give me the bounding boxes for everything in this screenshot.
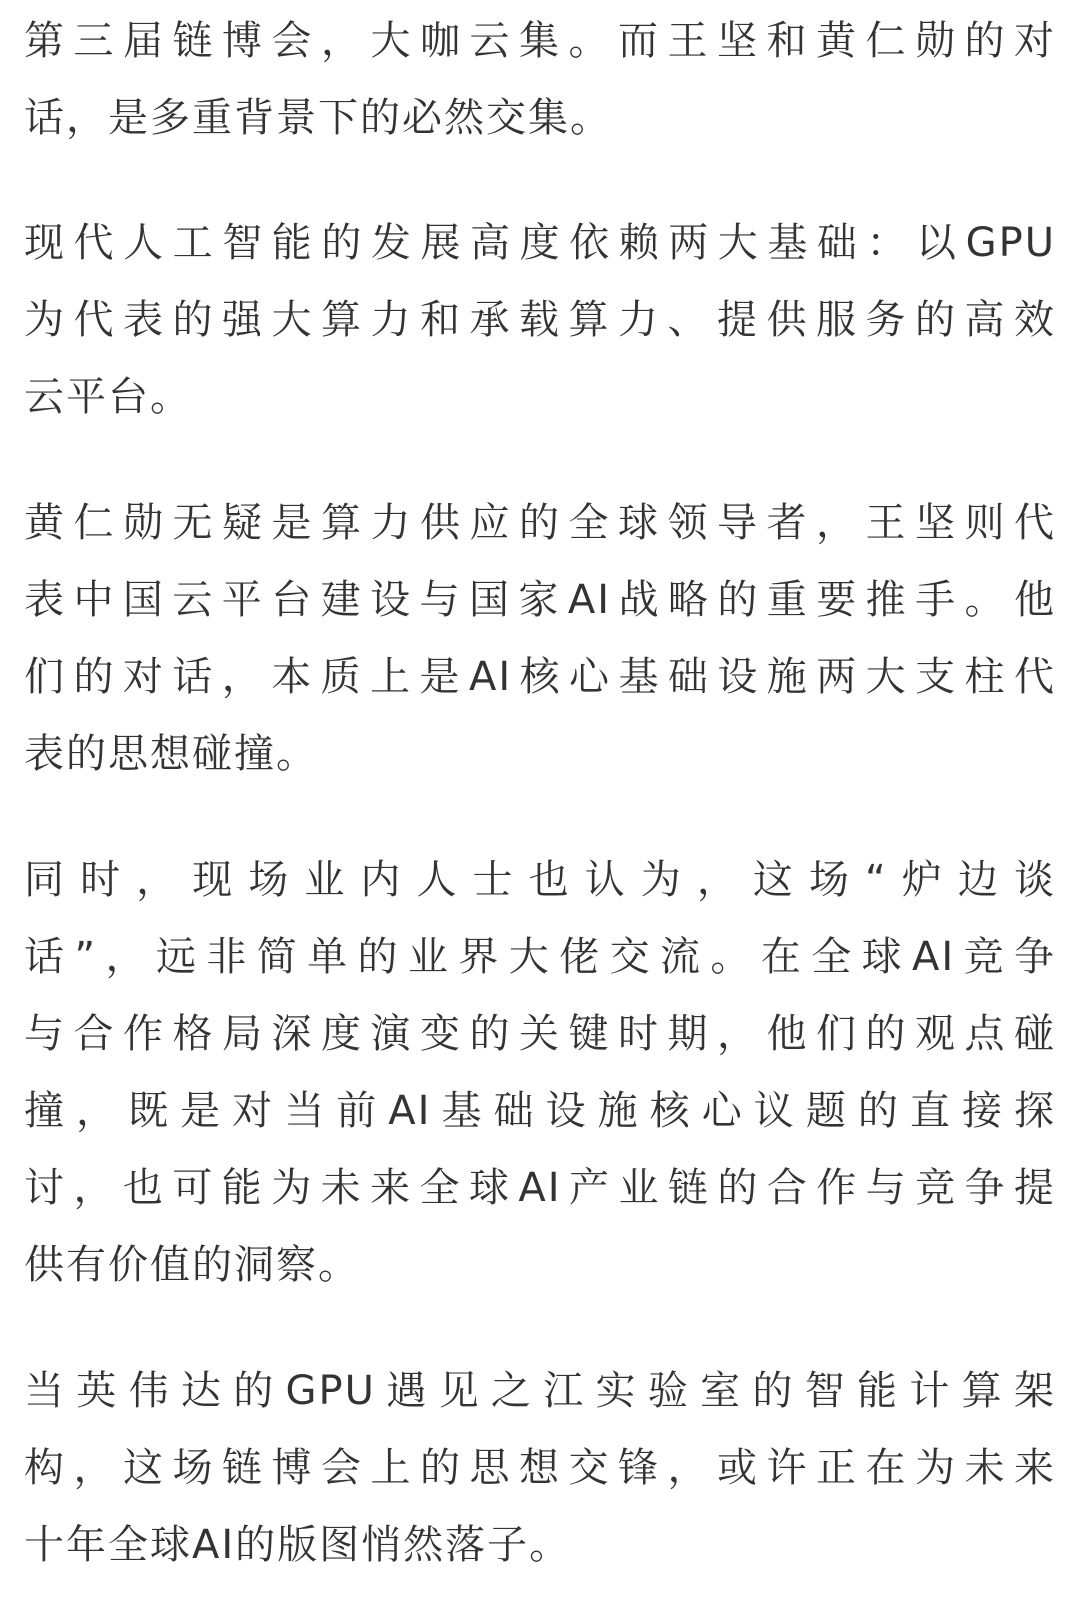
text-line: 第三届链博会，大咖云集。而王坚和黄仁勋的对 <box>24 18 1056 64</box>
text-line: 话”，远非简单的业界大佬交流。在全球AI竞争 <box>24 934 1056 980</box>
paragraph-4 <box>24 842 1056 1304</box>
text-line: 表的思想碰撞。 <box>24 731 318 777</box>
paragraph-5 <box>24 1353 1056 1584</box>
text-line: 当英伟达的GPU遇见之江实验室的智能计算架 <box>24 1368 1056 1414</box>
text-line: 供有价值的洞察。 <box>24 1242 360 1288</box>
text-line: 同时，现场业内人士也认为，这场“炉边谈 <box>24 857 1056 903</box>
text-line: 们的对话，本质上是AI核心基础设施两大支柱代 <box>24 654 1056 700</box>
text-line: 与合作格局深度演变的关键时期，他们的观点碰 <box>24 1011 1056 1057</box>
text-line: 讨，也可能为未来全球AI产业链的合作与竞争提 <box>24 1165 1056 1211</box>
text-line: 十年全球AI的版图悄然落子。 <box>24 1522 572 1568</box>
text-line: 云平台。 <box>24 374 192 420</box>
text-line: 撞，既是对当前AI基础设施核心议题的直接探 <box>24 1088 1056 1134</box>
paragraph-3 <box>24 485 1056 793</box>
text-line: 话，是多重背景下的必然交集。 <box>24 95 612 141</box>
text-line: 黄仁勋无疑是算力供应的全球领导者，王坚则代 <box>24 500 1056 546</box>
text-line: 构，这场链博会上的思想交锋，或许正在为未来 <box>24 1445 1056 1491</box>
paragraph-1 <box>24 3 1056 157</box>
text-line: 为代表的强大算力和承载算力、提供服务的高效 <box>24 297 1056 343</box>
text-line: 现代人工智能的发展高度依赖两大基础：以GPU <box>24 220 1056 266</box>
paragraph-2 <box>24 205 1056 436</box>
text-line: 表中国云平台建设与国家AI战略的重要推手。他 <box>24 577 1056 623</box>
